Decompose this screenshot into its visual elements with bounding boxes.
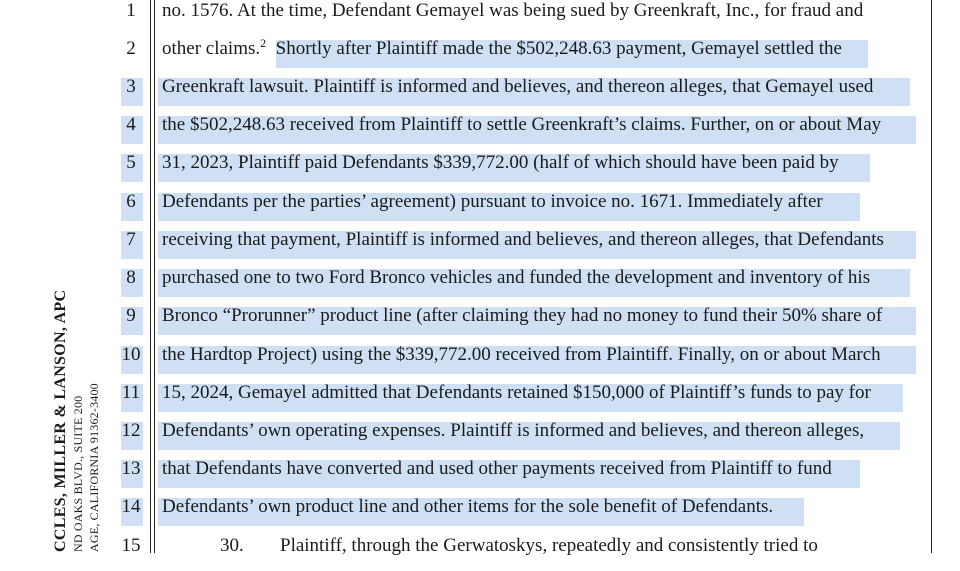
- paragraph-number: 30.: [220, 535, 244, 556]
- line-text: receiving that payment, Plaintiff is informed and believes, and thereon alleges, that Defendants: [162, 229, 884, 250]
- pleading-line-13: [0, 456, 960, 494]
- pleading-line-11: [0, 380, 960, 418]
- footnote-marker: 2: [260, 36, 267, 50]
- line-text: Defendants’ own operating expenses. Plaintiff is informed and believes, and thereon alleges,: [162, 420, 865, 441]
- line-text: [162, 36, 842, 62]
- line-text: Defendants per the parties’ agreement) pursuant to invoice no. 1671. Immediately after: [162, 191, 823, 212]
- pleading-line-14: [0, 494, 960, 532]
- firm-name: CCLES, MILLER & LANSON, APC: [52, 289, 69, 552]
- line-number: 15: [121, 535, 141, 556]
- line-number: 2: [126, 38, 136, 59]
- line-text-a: other claims.: [162, 38, 261, 59]
- line-number: 12: [121, 420, 141, 441]
- line-text: no. 1576. At the time, Defendant Gemayel was being sued by Greenkraft, Inc., for fraud and: [162, 0, 864, 21]
- line-number: 10: [121, 344, 141, 365]
- line-text: 31, 2023, Plaintiff paid Defendants $339,772.00 (half of which should have been paid by: [162, 152, 839, 173]
- pleading-line-2: [0, 36, 960, 74]
- pleading-line-5: [0, 150, 960, 188]
- line-number: 14: [121, 496, 141, 517]
- pleading-line-8: [0, 265, 960, 303]
- line-number: 9: [126, 305, 136, 326]
- line-text: Defendants’ own product line and other items for the sole benefit of Defendants.: [162, 496, 774, 517]
- line-number: 5: [126, 152, 136, 173]
- line-text-b: Shortly after Plaintiff made the $502,248.63 payment, Gemayel settled the: [266, 38, 842, 59]
- line-text: 15, 2024, Gemayel admitted that Defendants retained $150,000 of Plaintiff’s funds to pay for: [162, 382, 871, 403]
- line-number: 1: [126, 0, 136, 21]
- pleading-line-3: [0, 74, 960, 112]
- line-text: Plaintiff, through the Gerwatoskys, repeatedly and consistently tried to: [280, 535, 818, 556]
- line-text: purchased one to two Ford Bronco vehicles and funded the development and inventory of his: [162, 267, 871, 288]
- pleading-line-7: [0, 227, 960, 265]
- line-number: 7: [126, 229, 136, 250]
- line-number: 3: [126, 76, 136, 97]
- line-number: 6: [126, 191, 136, 212]
- pleading-line-6: [0, 189, 960, 227]
- pleading-line-12: [0, 418, 960, 456]
- pleading-line-10: [0, 342, 960, 380]
- line-text: the $502,248.63 received from Plaintiff to settle Greenkraft’s claims. Further, on or about May: [162, 114, 882, 135]
- line-number: 4: [126, 114, 136, 135]
- line-text: Greenkraft lawsuit. Plaintiff is informed and believes, and thereon alleges, that Gemayel used: [162, 76, 874, 97]
- line-text: the Hardtop Project) using the $339,772.00 received from Plaintiff. Finally, on or about March: [162, 344, 881, 365]
- pleading-line-9: [0, 303, 960, 341]
- pleading-line-1: [0, 0, 960, 36]
- pleading-line-4: [0, 112, 960, 150]
- pleading-line-15: [0, 533, 960, 571]
- line-number: 13: [121, 458, 141, 479]
- line-text: that Defendants have converted and used other payments received from Plaintiff to fund: [162, 458, 832, 479]
- line-number: 11: [121, 382, 141, 403]
- line-text: Bronco “Prorunner” product line (after claiming they had no money to fund their 50% share of: [162, 305, 883, 326]
- firm-address-line-1: ND OAKS BLVD., SUITE 200: [71, 395, 85, 552]
- firm-address-line-2: AGE, CALIFORNIA 91362-3400: [87, 383, 101, 552]
- line-number: 8: [126, 267, 136, 288]
